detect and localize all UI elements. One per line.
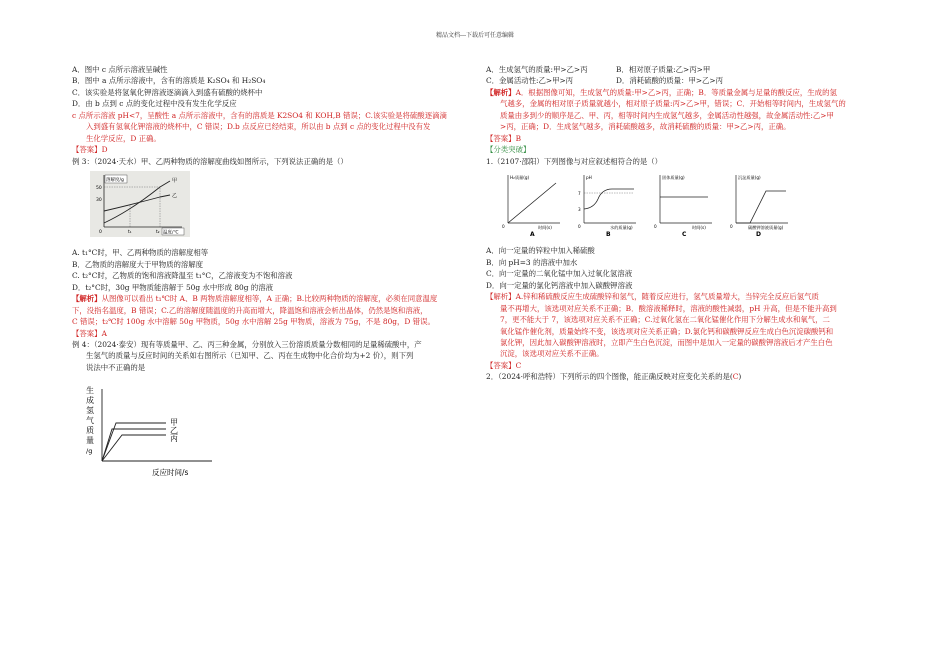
tick-7: 7 xyxy=(578,191,581,197)
explanation-label: 【解析】 xyxy=(72,294,102,304)
explanation-label: 【解析】 xyxy=(486,87,516,97)
explanation-line: 量不再增大，该选项对应关系不正确；B．酸溶液稀释时，溶液的酸性减弱，pH 升高，但是不能升高到 xyxy=(500,303,837,313)
x-axis-label: 水的质量(g) xyxy=(610,225,633,231)
explanation-line: 氧化锰作催化剂，质量始终不变，该选项对应关系正确；D.氯化钙和碳酸钾反应生成白色沉淀碳酸钙和 xyxy=(500,326,834,336)
explanation-line: C 错误；t₂℃时 100g 水中溶解 50g 甲物质，50g 水中溶解 25g 甲物质，溶液为 75g，不是 80g，D 错误。 xyxy=(72,317,435,327)
option-c: C．该实验是将氢氧化钾溶液逐滴滴入到盛有硫酸的烧杯中 xyxy=(72,87,263,97)
option-a: A．生成氢气的质量:甲>乙>丙 xyxy=(486,65,588,74)
curve-label-yi: 乙 xyxy=(172,193,178,200)
question-1-graphs xyxy=(494,169,794,239)
y-axis-label: pH xyxy=(586,175,592,181)
option-b: B．图中 a 点所示溶液中，含有的溶质是 K₂SO₄ 和 H₂SO₄ xyxy=(72,76,266,86)
option-row xyxy=(486,64,878,75)
series-label-bing: 丙 xyxy=(170,434,178,444)
tick-t1: t₁ xyxy=(128,230,132,236)
explanation-line: 氯化钾，因此加入碳酸钾溶液时，立即产生白色沉淀，而图中是加入一定量的碳酸钾溶液后才产生白色 xyxy=(500,337,833,347)
option-b: B．乙物质的溶解度大于甲物质的溶解度 xyxy=(72,259,204,269)
left-column xyxy=(72,64,472,479)
y-label-char: 成 xyxy=(86,396,94,406)
explanation-line: 质量由多到少的顺序是乙、甲、丙，相等时间内生成氢气越多，金属活动性越强，故金属活动性:乙>甲 xyxy=(500,110,834,120)
option-d: D．t₂°C时，30g 甲物质能溶解于 50g 水中形成 80g 的溶液 xyxy=(72,282,274,292)
explanation-line: 生化学反应，D 正确。 xyxy=(86,133,161,143)
example-4-stem: 例 4：（2024·泰安）现有等质量甲、乙、丙三种金属，分别放入三份溶质质量分数相同的足量稀硫酸中，产 xyxy=(72,339,422,349)
option-a: A．图中 c 点所示溶液呈碱性 xyxy=(72,65,168,74)
answer-row xyxy=(486,360,878,371)
explanation-line: 【解析】A.锌和稀硫酸反应生成硫酸锌和氢气，随着反应进行，氢气质量增大，当锌完全反应后氢气质 xyxy=(486,292,819,302)
answer-value: A xyxy=(101,328,107,338)
option-d: D．消耗硫酸的质量：甲>乙>丙 xyxy=(616,76,723,86)
example-4-stem: 说法中不正确的是 xyxy=(86,362,146,372)
answer-label: 【答案】 xyxy=(486,360,516,370)
explanation-line: 入到盛有氢氧化钾溶液的烧杯中，C 错误；D.b 点反应已经结束，所以由 b 点到 c 点的变化过程中没有发 xyxy=(86,122,431,132)
question-2-answer: C xyxy=(732,372,739,382)
option-a: A．向一定量的锌粒中加入稀硫酸 xyxy=(486,246,595,256)
line-b xyxy=(584,189,634,209)
section-heading: 【分类突破】 xyxy=(486,145,531,155)
origin-label: 0 xyxy=(730,224,733,230)
origin-label: 0 xyxy=(654,224,657,230)
question-2-stem xyxy=(486,371,878,382)
right-column xyxy=(486,64,878,383)
graph-label-c: C xyxy=(682,231,687,239)
explanation-line: 气越多，金属的相对原子质量就越小，相对原子质量:丙>乙>甲，错误；C．开始相等时间内，生成氢气的 xyxy=(500,99,846,109)
solubility-curve-figure xyxy=(90,171,190,237)
explanation-line xyxy=(486,87,878,98)
y-label-char: 氢 xyxy=(86,406,94,416)
graph-c xyxy=(654,174,712,238)
option-b: B．相对原子质量:乙>丙>甲 xyxy=(616,65,711,74)
line-bing xyxy=(102,435,166,461)
graph-b xyxy=(578,175,636,238)
answer-value: C xyxy=(515,360,522,370)
explanation-line: >丙，正确；D．生成氢气越多，消耗硫酸越多，故消耗硫酸的质量：甲>乙>丙，正确。 xyxy=(500,122,791,132)
y-axis-label: 溶解度/g xyxy=(106,178,124,184)
origin-label: 0 xyxy=(578,224,581,230)
option-a: A. t₁°C时，甲、乙两种物质的溶解度相等 xyxy=(72,248,209,258)
answer-value: B xyxy=(515,133,522,143)
answer-value: D xyxy=(101,145,108,155)
example-3-stem: 例 3：（2024·天水）甲、乙两种物质的溶解度曲线如图所示，下列说法正确的是（） xyxy=(72,156,348,166)
series-label-yi: 乙 xyxy=(170,426,178,436)
origin-label: 0 xyxy=(502,224,505,230)
option-row xyxy=(486,75,878,86)
y-axis-label: H₂质量(g) xyxy=(510,175,530,181)
answer-label: 【答案】 xyxy=(72,145,102,155)
x-axis-label: 时间(s) xyxy=(692,225,706,231)
y-axis-label: 固体质量(g) xyxy=(662,175,685,181)
y-axis-label: 沉淀质量(g) xyxy=(738,175,761,181)
example-4-stem: 生氢气的质量与反应时间的关系如右图所示（已知甲、乙、丙在生成物中化合价均为+2 价），则下列 xyxy=(86,351,414,361)
explanation-text: 从图像可以看出 t₁℃时 A、B 两物质溶解度相等，A 正确；B.比较两种物质的溶解度，必须在同意温度 xyxy=(101,294,438,304)
y-label-char: 质 xyxy=(86,426,94,436)
x-axis-label: 碳酸钾溶液质量(g) xyxy=(748,225,784,231)
question-1-stem: 1.（2107·邵阳）下列图像与对应叙述相符合的是（） xyxy=(486,156,663,166)
answer-label: 【答案】 xyxy=(72,328,102,338)
option-c: C. t₂°C时，乙物质的饱和溶液降温至 t₁°C，乙溶液变为不饱和溶液 xyxy=(72,271,293,281)
y-label-char: 量 xyxy=(86,436,94,446)
x-axis-label: 温度/℃ xyxy=(163,230,179,236)
graph-label-d: D xyxy=(756,231,761,239)
x-axis-label: 反应时间/s xyxy=(152,468,189,478)
question-2-text: 2．（2024·呼和浩特）下列所示的四个图像，能正确反映对应变化关系的是( xyxy=(486,372,733,382)
line-d xyxy=(736,191,786,223)
explanation-line xyxy=(72,293,472,304)
answer-row xyxy=(486,133,878,144)
tick-50: 50 xyxy=(96,186,102,192)
option-d: D．向一定量的氯化钙溶液中加入碳酸钾溶液 xyxy=(486,280,633,290)
series-label-jia: 甲 xyxy=(170,418,178,428)
tick-30: 30 xyxy=(96,198,102,204)
option-c: C．向一定量的二氧化锰中加入过氧化氢溶液 xyxy=(486,269,633,279)
option-c: C．金属活动性:乙>甲>丙 xyxy=(486,76,574,86)
graph-d xyxy=(730,174,788,238)
origin-label: 0 xyxy=(99,230,102,236)
answer-row xyxy=(72,328,472,339)
explanation-text: A．根据图像可知，生成氢气的质量:甲>乙>丙，正确；B．等质量金属与足量的酸反应，生成的氢 xyxy=(515,87,837,97)
tick-t2: t₂ xyxy=(156,230,160,236)
y-label-char: 生 xyxy=(86,386,94,396)
explanation-line: 下，没指名温度，B 错误；C.乙的溶解度随温度的升高而增大，降温饱和溶液会析出晶体，仍然是饱和溶液， xyxy=(72,305,428,315)
x-axis-label: 时间(s) xyxy=(538,225,552,231)
y-label-char: 气 xyxy=(86,416,94,426)
answer-row xyxy=(72,144,472,155)
line-a xyxy=(508,183,556,223)
tick-3: 3 xyxy=(578,207,581,213)
question-2-close: ) xyxy=(738,372,742,382)
explanation-line: c 点所示溶液 pH<7，呈酸性 a 点所示溶液中，含有的溶质是 K2SO4 和 KOH,B 错误；C.该实验是将硫酸逐滴滴 xyxy=(72,110,447,120)
graph-a xyxy=(502,174,560,238)
option-b: B．向 pH=3 的溶液中加水 xyxy=(486,257,578,267)
page-header: 精品文档---下载后可任意编辑 xyxy=(435,32,515,39)
explanation-line: 7，更不能大于 7，该选项对应关系不正确；C.过氧化氢在二氧化锰催化作用下分解生成水和氧气，二 xyxy=(500,315,830,325)
explanation-line: 沉淀，该选项对应关系不正确。 xyxy=(500,349,604,359)
graph-label-b: B xyxy=(606,231,611,239)
answer-label: 【答案】 xyxy=(486,133,516,143)
hydrogen-mass-figure xyxy=(82,381,222,479)
y-label-unit: /g xyxy=(86,447,93,456)
graph-label-a: A xyxy=(530,231,535,239)
curve-label-jia: 甲 xyxy=(172,178,178,185)
option-d: D．由 b 点到 c 点的变化过程中没有发生化学反应 xyxy=(72,99,237,109)
